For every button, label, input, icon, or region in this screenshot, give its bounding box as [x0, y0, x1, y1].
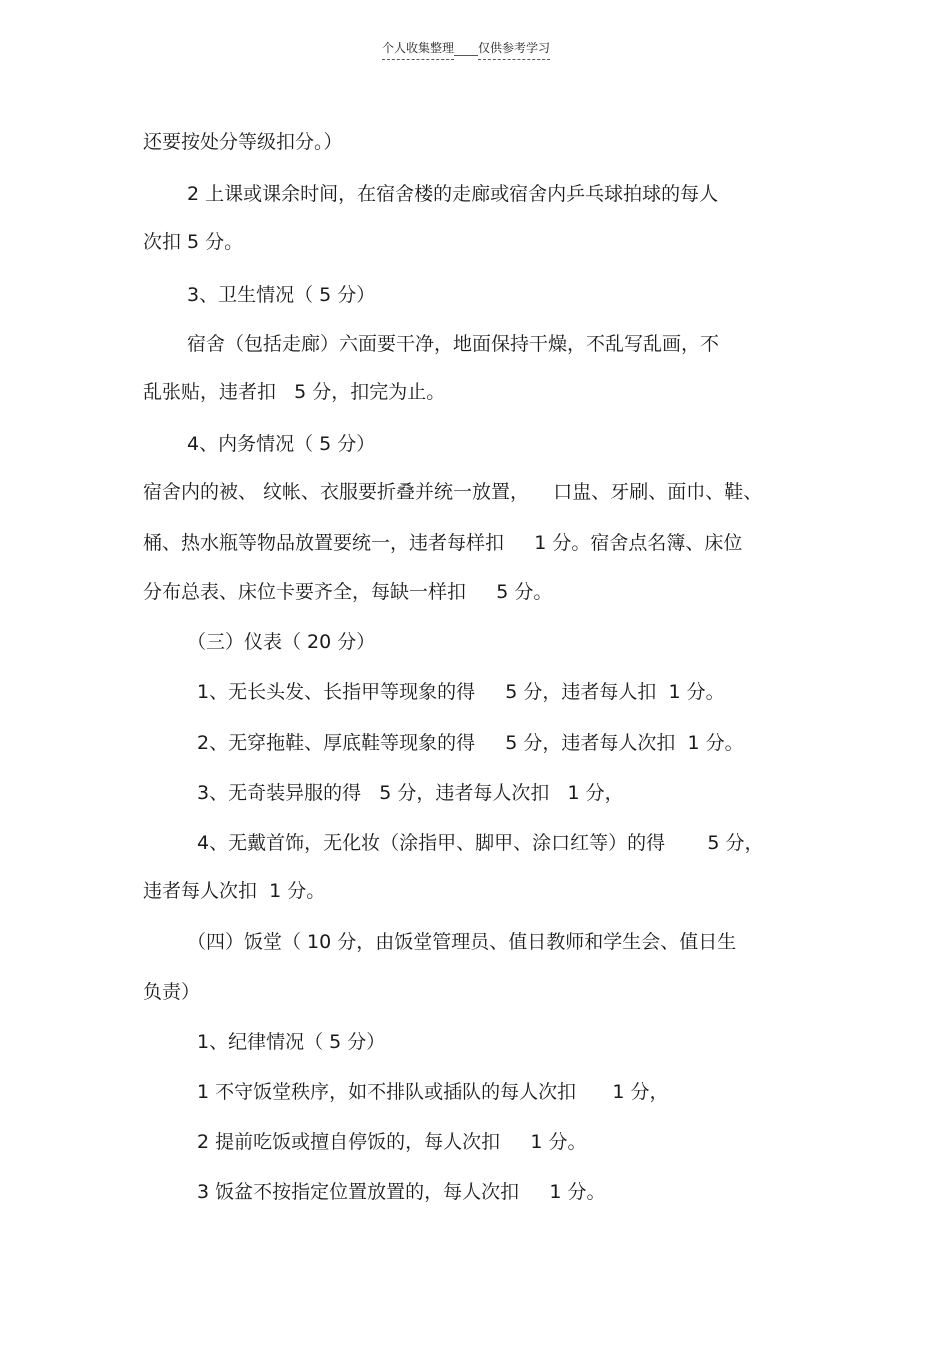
body-line: 宿舍内的被、 纹帐、衣服要折叠并统一放置， 口盅、牙刷、面巾、鞋、 — [143, 481, 763, 503]
body-line: 次扣 5 分。 — [143, 231, 244, 253]
body-line: （三）仪表（ 20 分） — [187, 631, 376, 653]
body-line: 乱张贴，违者扣 5 分，扣完为止。 — [143, 381, 446, 403]
body-line: 桶、热水瓶等物品放置要统一，违者每样扣 1 分。宿舍点名簿、床位 — [143, 532, 743, 554]
body-line: 3、无奇装异服的得 5 分，违者每人次扣 1 分， — [197, 782, 624, 804]
body-line: 负责） — [143, 981, 201, 1003]
body-line: 还要按处分等级扣分。） — [143, 131, 343, 153]
body-line: 2 上课或课余时间，在宿舍楼的走廊或宿舍内乒乓球拍球的每人 — [187, 183, 719, 205]
body-line: 分布总表、床位卡要齐全，每缺一样扣 5 分。 — [143, 581, 553, 603]
body-line: 3、卫生情况（ 5 分） — [187, 284, 376, 306]
page-header — [382, 40, 550, 60]
header-left-text: 个人收集整理 — [382, 40, 454, 60]
body-line: 1、纪律情况（ 5 分） — [197, 1031, 386, 1053]
body-line: 4、内务情况（ 5 分） — [187, 433, 376, 455]
header-right-text: 仅供参考学习 — [478, 40, 550, 60]
body-line: 4、无戴首饰，无化妆（涂指甲、脚甲、涂口红等）的得 5 分， — [197, 832, 764, 854]
body-line: 3 饭盆不按指定位置放置的，每人次扣 1 分。 — [197, 1181, 606, 1203]
body-line: 2、无穿拖鞋、厚底鞋等现象的得 5 分，违者每人次扣 1 分。 — [197, 732, 744, 754]
body-line: 宿舍（包括走廊）六面要干净，地面保持干燥，不乱写乱画，不 — [187, 333, 720, 355]
body-line: 2 提前吃饭或擅自停饭的，每人次扣 1 分。 — [197, 1131, 587, 1153]
body-line: 违者每人次扣 1 分。 — [143, 880, 326, 902]
header-divider — [454, 40, 478, 56]
body-line: （四）饭堂（ 10 分，由饭堂管理员、值日教师和学生会、值日生 — [187, 931, 737, 953]
body-line: 1 不守饭堂秩序，如不排队或插队的每人次扣 1 分， — [197, 1081, 669, 1103]
body-line: 1、无长头发、长指甲等现象的得 5 分，违者每人扣 1 分。 — [197, 681, 725, 703]
